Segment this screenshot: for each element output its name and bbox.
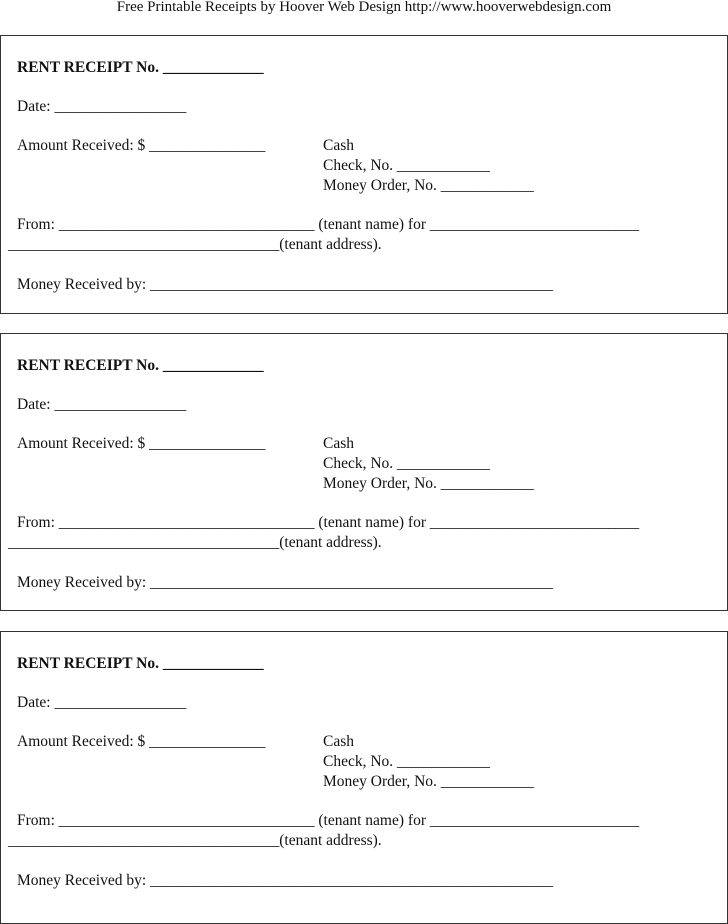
payment-option-cash: Cash: [323, 137, 354, 154]
receipt-title: RENT RECEIPT No. _____________: [17, 59, 264, 76]
payment-option-money-order: Money Order, No. ____________: [323, 475, 534, 492]
date-field: Date: _________________: [17, 98, 187, 115]
tenant-address-field: ___________________________________(tenant address).: [8, 832, 382, 849]
from-tenant-field: From: _________________________________ (tenant name) for ___________________________: [17, 216, 640, 233]
payment-option-money-order: Money Order, No. ____________: [323, 177, 534, 194]
money-received-by-field: Money Received by: ____________________________________________________: [17, 276, 554, 293]
tenant-address-field: ___________________________________(tenant address).: [8, 236, 382, 253]
payment-option-money-order: Money Order, No. ____________: [323, 773, 534, 790]
date-field: Date: _________________: [17, 396, 187, 413]
page-header: Free Printable Receipts by Hoover Web Design http://www.hooverwebdesign.com: [116, 0, 612, 15]
receipt-title: RENT RECEIPT No. _____________: [17, 357, 264, 374]
money-received-by-field: Money Received by: ____________________________________________________: [17, 574, 554, 591]
payment-option-check: Check, No. ____________: [323, 753, 491, 770]
payment-option-cash: Cash: [323, 733, 354, 750]
payment-option-check: Check, No. ____________: [323, 157, 491, 174]
payment-option-cash: Cash: [323, 435, 354, 452]
from-tenant-field: From: _________________________________ (tenant name) for ___________________________: [17, 514, 640, 531]
money-received-by-field: Money Received by: ____________________________________________________: [17, 872, 554, 889]
rent-receipt: [0, 333, 728, 611]
amount-received-field: Amount Received: $ _______________: [17, 137, 266, 154]
receipt-title: RENT RECEIPT No. _____________: [17, 655, 264, 672]
amount-received-field: Amount Received: $ _______________: [17, 435, 266, 452]
amount-received-field: Amount Received: $ _______________: [17, 733, 266, 750]
tenant-address-field: ___________________________________(tenant address).: [8, 534, 382, 551]
date-field: Date: _________________: [17, 694, 187, 711]
payment-option-check: Check, No. ____________: [323, 455, 491, 472]
from-tenant-field: From: _________________________________ (tenant name) for ___________________________: [17, 812, 640, 829]
rent-receipt: [0, 35, 728, 314]
rent-receipt: [0, 631, 728, 924]
